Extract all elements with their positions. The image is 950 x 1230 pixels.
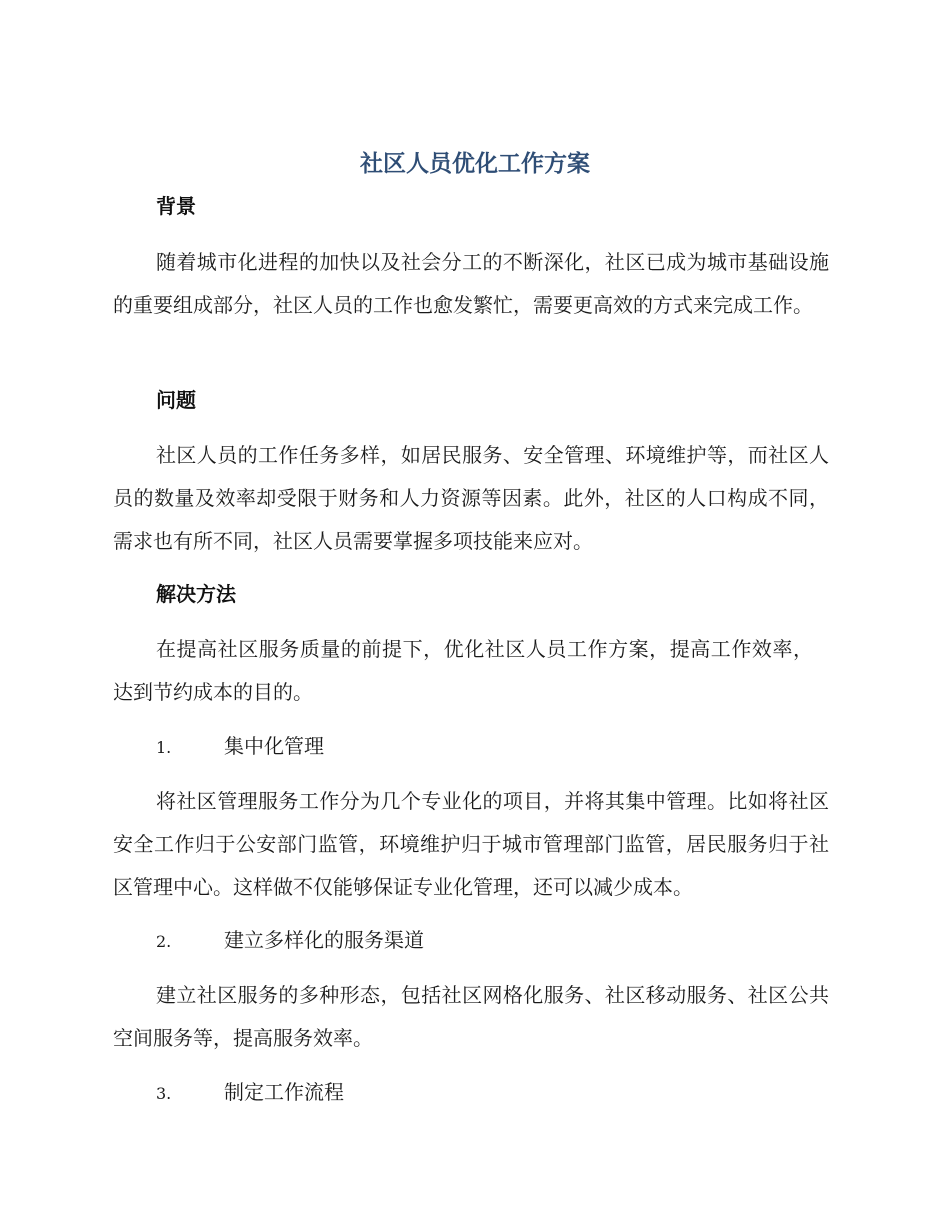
document-title: 社区人员优化工作方案 <box>360 151 590 177</box>
list-item-2 <box>156 925 424 957</box>
section-heading-solution: 解决方法 <box>156 582 236 606</box>
section-paragraph-problem: 社区人员的工作任务多样，如居民服务、安全管理、环境维护等，而社区人员的数量及效率却受限于财务和人力资源等因素。此外，社区的人口构成不同，需求也有所不同，社区人员需要掌握多项技能来应对。 <box>113 443 829 553</box>
list-item-3 <box>156 1077 344 1109</box>
section-paragraph-background: 随着城市化进程的加快以及社会分工的不断深化，社区已成为城市基础设施的重要组成部分，社区人员的工作也愈发繁忙，需要更高效的方式来完成工作。 <box>113 250 829 317</box>
section-paragraph-solution: 在提高社区服务质量的前提下，优化社区人员工作方案，提高工作效率，达到节约成本的目的。 <box>113 637 813 704</box>
list-item-1 <box>156 731 324 763</box>
list-item-title: 制定工作流程 <box>224 1080 344 1104</box>
list-item-title: 建立多样化的服务渠道 <box>224 928 424 952</box>
list-item-1-paragraph: 将社区管理服务工作分为几个专业化的项目，并将其集中管理。比如将社区安全工作归于公安部门监管，环境维护归于城市管理部门监管，居民服务归于社区管理中心。这样做不仅能够保证专业化管理，还可以减少成本。 <box>113 789 829 899</box>
list-item-number: 2. <box>156 932 172 951</box>
section-heading-problem: 问题 <box>156 388 196 412</box>
section-heading-background: 背景 <box>156 194 196 218</box>
list-item-title: 集中化管理 <box>224 734 324 758</box>
list-item-number: 1. <box>156 738 172 757</box>
list-item-2-paragraph: 建立社区服务的多种形态，包括社区网格化服务、社区移动服务、社区公共空间服务等，提高服务效率。 <box>113 983 829 1050</box>
list-item-number: 3. <box>156 1084 172 1103</box>
